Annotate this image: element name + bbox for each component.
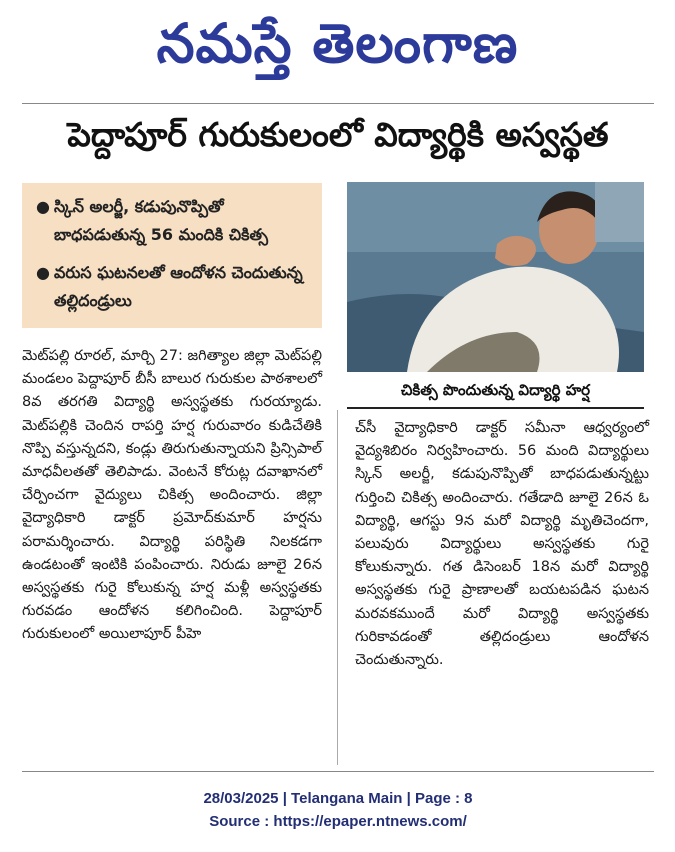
top-divider	[22, 103, 654, 104]
footer-source-line: Source : https://epaper.ntnews.com/	[209, 813, 467, 830]
highlight-item: ● వరుస ఘటనలతో ఆందోళన చెందుతున్న తల్లిదండ్రులు	[36, 259, 314, 315]
bullet-icon: ●	[36, 263, 50, 282]
column-divider	[337, 410, 338, 765]
highlight-item: ● స్కిన్ అలర్జీ, కడుపునొప్పితో బాధపడుతున్న 56 మందికి చికిత్స	[36, 193, 314, 249]
article-paragraph: మెట్‌పల్లి రూరల్, మార్చి 27: జగిత్యాల జిల్లా మెట్‌పల్లి మండలం పెద్దాపూర్ బీసీ బాలుర గురుకుల పాఠశాలలో 8వ తరగతి విద్యార్థి అస్వస్థతకు గురయ్యాడు. మెట్‌పల్లికి చెందిన రాపర్తి హర్ష గురువారం కుడిచేతికి నొప్పి వస్తున్నదని, కండ్లు తిరుగుతున్నాయని ప్రిన్సిపాల్ మాధవీలతతో తెలిపాడు. వెంటనే కోరుట్ల దవాఖానలో చేర్పించగా వైద్యులు చికిత్స అందించారు. జిల్లా వైద్యాధికారి డాక్టర్ ప్రమోద్‌కుమార్ హర్షను పరామర్శించారు. విద్యార్థి పరిస్థితి నిలకడగా ఉండటంతో ఇంటికి పంపించారు. నిరుడు జూలై 26న అస్వస్థతకు గురై కోలుకున్న హర్ష మళ్లీ అస్వస్థతకు గురవడం ఆందోళన కలిగించింది. పెద్దాపూర్ గురుకులంలో అయిలాపూర్ పీహె	[22, 348, 322, 643]
newspaper-masthead	[0, 4, 675, 84]
bullet-icon: ●	[36, 197, 50, 216]
article-paragraph: చ్‌సీ వైద్యాధికారి డాక్టర్ సమీనా ఆధ్వర్యంలో వైద్యశిబిరం నిర్వహించారు. 56 మంది విద్యార్థులు స్కిన్ అలర్జీ, కడుపునొప్పితో బాధపడుతున్నట్టు గుర్తించి చికిత్స అందించారు. గతేడాది జూలై 26న ఓ విద్యార్థి, ఆగస్టు 9న మరో విద్యార్థి మృతిచెందగా, పలువురు విద్యార్థులు అస్వస్థతకు గురై కోలుకున్నారు. గత డిసెంబర్ 18న మరో విద్యార్థి అస్వస్థతకు గురై ప్రాణాలతో బయటపడిన ఘటన మరవకముందే మరో విద్యార్థి అస్వస్థతకు గురికావడంతో తల్లిదండ్రులు ఆందోళన చెందుతున్నారు.	[355, 420, 649, 669]
article-body-right-column	[355, 417, 649, 672]
student-in-bed-illustration	[347, 182, 644, 372]
student-photo	[347, 182, 644, 372]
masthead-title: నమస్తే తెలంగాణ	[156, 12, 519, 75]
photo-caption: చికిత్స పొందుతున్న విద్యార్థి హర్ష	[347, 373, 644, 409]
bottom-divider	[22, 771, 654, 772]
highlights-box	[22, 183, 322, 328]
footer-date-line: 28/03/2025 | Telangana Main | Page : 8	[203, 790, 473, 807]
article-body-left-column	[22, 345, 322, 647]
article-headline: పెద్దాపూర్ గురుకులంలో విద్యార్థికి అస్వస్థత	[67, 115, 609, 154]
